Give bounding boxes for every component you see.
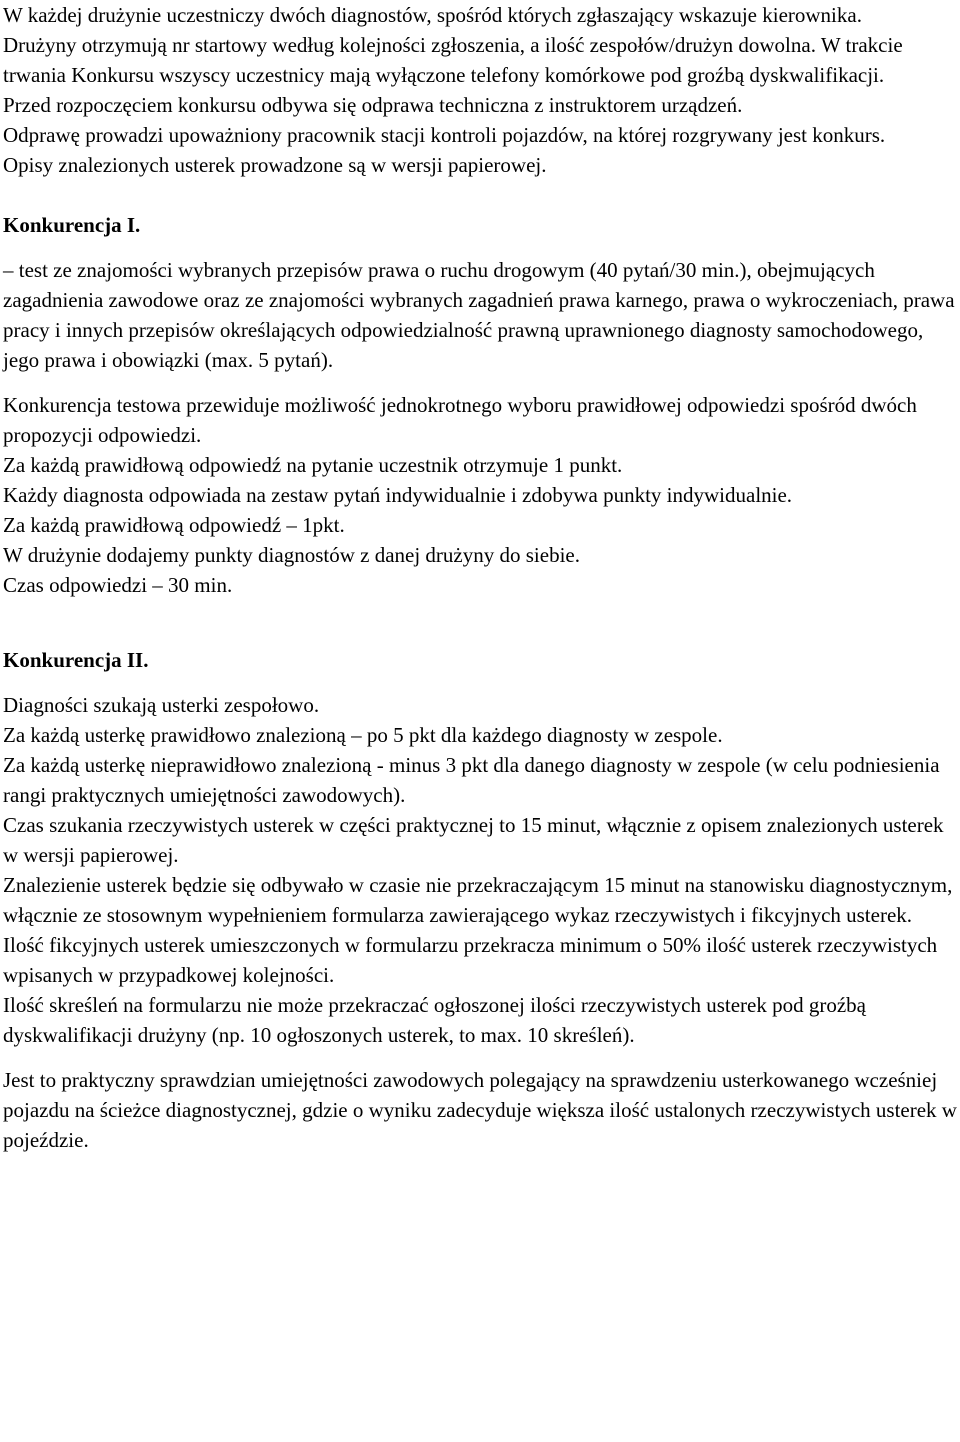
intro-paragraph: Opisy znalezionych usterek prowadzone są w wersji papierowej.: [3, 153, 547, 177]
rule-paragraph: Za każdą prawidłową odpowiedź – 1pkt.: [3, 513, 345, 537]
rule-paragraph: Znalezienie usterek będzie się odbywało w czasie nie przekraczającym 15 minut na stanowisku diagnostycznym, włącznie ze stosownym wypełnieniem formularza zawierającego wykaz rzeczywistych i fikcyjnych usterek.: [3, 873, 953, 927]
intro-paragraph: W każdej drużynie uczestniczy dwóch diagnostów, spośród których zgłaszający wskazuje kierownika.: [3, 3, 862, 27]
rule-paragraph: Ilość fikcyjnych usterek umieszczonych w formularzu przekracza minimum o 50% ilość usterek rzeczywistych wpisanych w przypadkowej kolejności.: [3, 933, 938, 987]
intro-paragraph: Drużyny otrzymują nr startowy według kolejności zgłoszenia, a ilość zespołów/drużyn dowolna. W trakcie trwania Konkursu wszyscy uczestnicy mają wyłączone telefony komórkowe pod groźbą dyskwalifikacji.: [3, 33, 903, 87]
section-heading: Konkurencja II.: [3, 648, 149, 672]
section-lead-paragraph: – test ze znajomości wybranych przepisów prawa o ruchu drogowym (40 pytań/30 min.), obejmujących zagadnienia zawodowe oraz ze znajomości wybranych zagadnień prawa karnego, prawa o wykroczeniach, prawa pracy i innych przepisów określających odpowiedzialność prawną uprawnionego diagnosty samochodowego, jego prawa i obowiązki (max. 5 pytań).: [3, 258, 955, 372]
section-konkurencja-1: [3, 210, 958, 600]
section-konkurencja-2: [3, 645, 958, 1155]
intro-paragraph: Odprawę prowadzi upoważniony pracownik stacji kontroli pojazdów, na której rozgrywany jest konkurs.: [3, 123, 886, 147]
rule-paragraph: Za każdą prawidłową odpowiedź na pytanie uczestnik otrzymuje 1 punkt.: [3, 453, 623, 477]
rule-paragraph: Czas odpowiedzi – 30 min.: [3, 573, 233, 597]
intro-section: [3, 0, 958, 180]
intro-paragraph: Przed rozpoczęciem konkursu odbywa się odprawa techniczna z instruktorem urządzeń.: [3, 93, 743, 117]
rule-paragraph: W drużynie dodajemy punkty diagnostów z danej drużyny do siebie.: [3, 543, 580, 567]
section-heading: Konkurencja I.: [3, 213, 141, 237]
rule-paragraph: Czas szukania rzeczywistych usterek w części praktycznej to 15 minut, włącznie z opisem znalezionych usterek w wersji papierowej.: [3, 813, 944, 867]
rule-paragraph: Za każdą usterkę nieprawidłowo znalezioną - minus 3 pkt dla danego diagnosty w zespole (w celu podniesienia rangi praktycznych umiejętności zawodowych).: [3, 753, 940, 807]
closing-paragraph: Jest to praktyczny sprawdzian umiejętności zawodowych polegający na sprawdzeniu usterkowanego wcześniej pojazdu na ścieżce diagnostycznej, gdzie o wyniku zadecyduje większa ilość ustalonych rzeczywistych usterek w pojeździe.: [3, 1068, 957, 1152]
rule-paragraph: Ilość skreśleń na formularzu nie może przekraczać ogłoszonej ilości rzeczywistych usterek pod groźbą dyskwalifikacji drużyny (np. 10 ogłoszonych usterek, to max. 10 skreśleń).: [3, 993, 866, 1047]
rule-paragraph: Konkurencja testowa przewiduje możliwość jednokrotnego wyboru prawidłowej odpowiedzi spośród dwóch propozycji odpowiedzi.: [3, 393, 917, 447]
rule-paragraph: Za każdą usterkę prawidłowo znalezioną – po 5 pkt dla każdego diagnosty w zespole.: [3, 723, 723, 747]
rule-paragraph: Diagności szukają usterki zespołowo.: [3, 693, 320, 717]
rule-paragraph: Każdy diagnosta odpowiada na zestaw pytań indywidualnie i zdobywa punkty indywidualnie.: [3, 483, 793, 507]
document-page: [3, 0, 958, 1155]
